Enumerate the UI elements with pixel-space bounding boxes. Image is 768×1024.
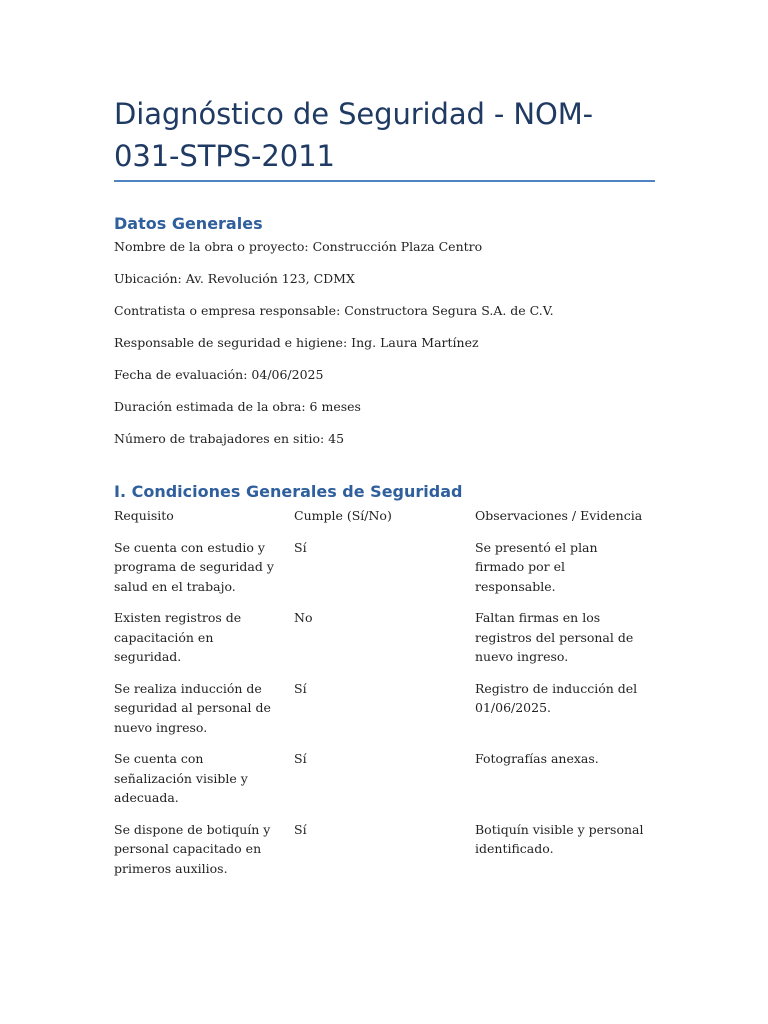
column-header-observaciones: Observaciones / Evidencia [475, 508, 643, 523]
column-header-requisito: Requisito [114, 508, 174, 523]
cell-requisito: Se cuenta con estudio y programa de seguridad y salud en el trabajo. [114, 539, 274, 594]
cell-requisito: Existen registros de capacitación en seguridad. [114, 610, 242, 664]
cell-observaciones: Registro de inducción del 01/06/2025. [475, 680, 638, 715]
document-page [114, 0, 656, 890]
section-heading-condiciones: I. Condiciones Generales de Seguridad [114, 482, 463, 501]
title-divider [114, 180, 655, 182]
cell-observaciones: Fotografías anexas. [475, 751, 599, 766]
table-row [114, 679, 656, 750]
cell-requisito: Se dispone de botiquín y personal capacitado en primeros auxilios. [114, 821, 271, 876]
cell-cumple: Sí [294, 751, 307, 766]
cell-requisito: Se cuenta con señalización visible y adecuada. [114, 751, 248, 805]
field-ubicacion: Ubicación: Av. Revolución 123, CDMX [114, 271, 355, 286]
cell-cumple: Sí [294, 680, 307, 696]
cell-observaciones: Botiquín visible y personal identificado. [475, 821, 644, 856]
document-title: Diagnóstico de Seguridad - NOM-031-STPS-2011 [114, 97, 594, 173]
field-contratista: Contratista o empresa responsable: Constructora Segura S.A. de C.V. [114, 303, 554, 318]
cell-observaciones: Se presentó el plan firmado por el responsable. [475, 539, 598, 594]
cell-cumple: Sí [294, 821, 307, 837]
table-row [114, 608, 656, 679]
cell-requisito: Se realiza inducción de seguridad al personal de nuevo ingreso. [114, 680, 271, 735]
cell-observaciones: Faltan firmas en los registros del personal de nuevo ingreso. [475, 610, 634, 664]
field-duracion: Duración estimada de la obra: 6 meses [114, 399, 361, 414]
column-header-cumple: Cumple (Sí/No) [294, 508, 392, 523]
field-nombre-obra: Nombre de la obra o proyecto: Construcción Plaza Centro [114, 239, 483, 254]
cell-cumple: No [294, 610, 313, 625]
field-responsable: Responsable de seguridad e higiene: Ing. Laura Martínez [114, 335, 479, 350]
field-numero-trabajadores: Número de trabajadores en sitio: 45 [114, 431, 345, 446]
table-row [114, 749, 656, 820]
table-row [114, 820, 656, 891]
table-row [114, 538, 656, 609]
section-heading-datos-generales: Datos Generales [114, 214, 263, 233]
table-header-row [114, 506, 656, 538]
cell-cumple: Sí [294, 539, 307, 555]
field-fecha-evaluacion: Fecha de evaluación: 04/06/2025 [114, 367, 324, 382]
requirements-table [114, 506, 656, 890]
